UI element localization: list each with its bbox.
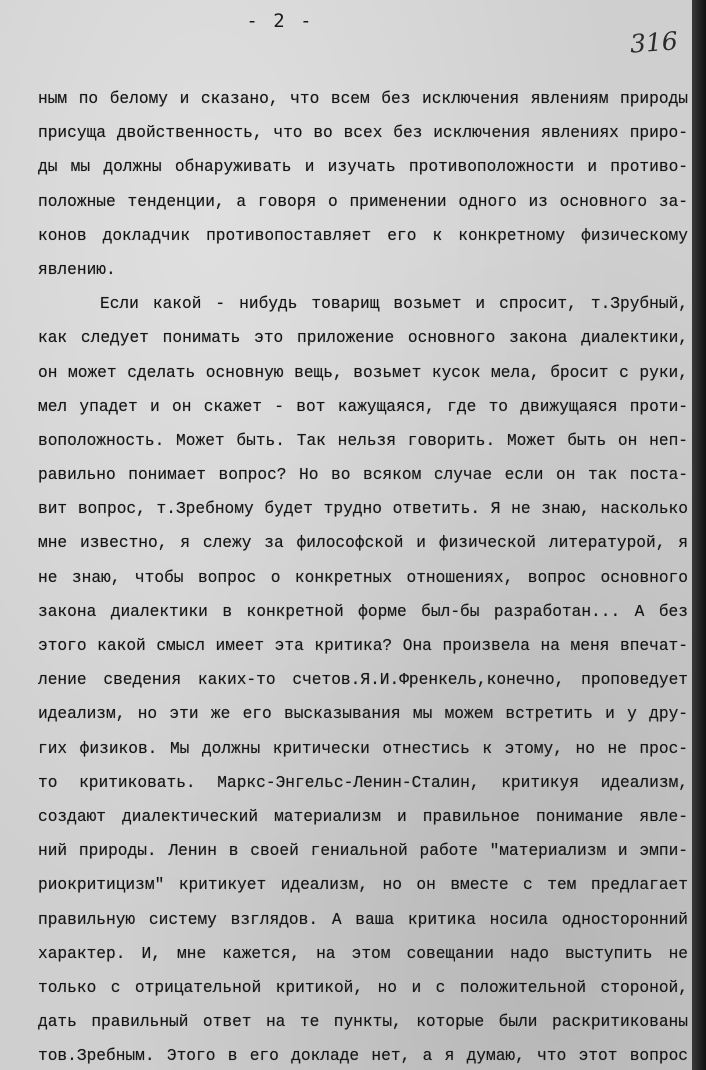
text-line: Если какой - нибудь товарищ возьмет и спросит, т.Зрубный, bbox=[100, 295, 688, 314]
text-line: этого какой смысл имеет эта критика? Она произвела на меня впечат- bbox=[38, 637, 688, 655]
text-line: то критиковать. Маркс-Энгельс-Ленин-Сталин, критикуя идеализм, bbox=[38, 773, 688, 792]
text-line: как следует понимать это приложение основного закона диалектики, bbox=[38, 329, 688, 348]
text-line: присуща двойственность, что во всех без исключения явлениях приро- bbox=[38, 124, 688, 143]
text-line: не знаю, чтобы вопрос о конкретных отношениях, вопрос основного bbox=[38, 568, 688, 587]
text-line: ление сведения каких-то счетов.Я.И.Френкель,конечно, проповедует bbox=[38, 671, 688, 690]
text-line: положные тенденции, а говоря о применении одного из основного за- bbox=[38, 192, 688, 211]
text-line: создают диалектический материализм и правильное понимание явле- bbox=[38, 807, 688, 826]
typed-text-body bbox=[38, 82, 688, 1070]
text-line: воположность. Может быть. Так нельзя говорить. Может быть он неп- bbox=[38, 431, 688, 450]
archive-folio-number: 316 bbox=[629, 26, 679, 59]
text-line: явлению. bbox=[38, 260, 116, 279]
text-line: ний природы. Ленин в своей гениальной работе "материализм и эмпи- bbox=[38, 842, 688, 861]
text-line: ным по белому и сказано, что всем без исключения явлениям природы bbox=[38, 90, 688, 108]
text-line: правильную систему взглядов. А ваша критика носила односторонний bbox=[38, 910, 688, 929]
text-line: только с отрицательной критикой, но и с положительной стороной, bbox=[38, 978, 688, 997]
text-line: конов докладчик противопоставляет его к конкретному физическому bbox=[38, 226, 688, 245]
text-line: гих физиков. Мы должны критически отнестись к этому, но не прос- bbox=[38, 739, 688, 758]
text-line: тов.Зребным. Этого в его докладе нет, а я думаю, что этот вопрос bbox=[38, 1047, 688, 1066]
text-line: идеализм, но эти же его высказывания мы можем встретить и у дру- bbox=[38, 705, 688, 724]
text-line: вит вопрос, т.Зребному будет трудно ответить. Я не знаю, насколько bbox=[38, 500, 688, 519]
text-line: закона диалектики в конкретной форме был-бы разработан... А без bbox=[38, 602, 688, 621]
page-edge-shadow bbox=[692, 0, 706, 1070]
text-line: он может сделать основную вещь, возьмет кусок мела, бросит с руки, bbox=[38, 363, 688, 382]
text-line: риокритицизм" критикует идеализм, но он вместе с тем предлагает bbox=[38, 876, 688, 895]
text-line: дать правильный ответ на те пункты, которые были раскритикованы bbox=[38, 1013, 688, 1032]
text-line: ды мы должны обнаруживать и изучать противоположности и противо- bbox=[38, 158, 688, 177]
text-line: мне известно, я слежу за философской и физической литературой, я bbox=[38, 534, 688, 553]
text-line: характер. И, мне кажется, на этом совещании надо выступить не bbox=[38, 944, 688, 963]
text-line: мел упадет и он скажет - вот кажущаяся, где то движущаяся проти- bbox=[38, 397, 688, 416]
text-line: равильно понимает вопрос? Но во всяком случае если он так поста- bbox=[38, 466, 688, 485]
page-number: - 2 - bbox=[246, 10, 314, 32]
